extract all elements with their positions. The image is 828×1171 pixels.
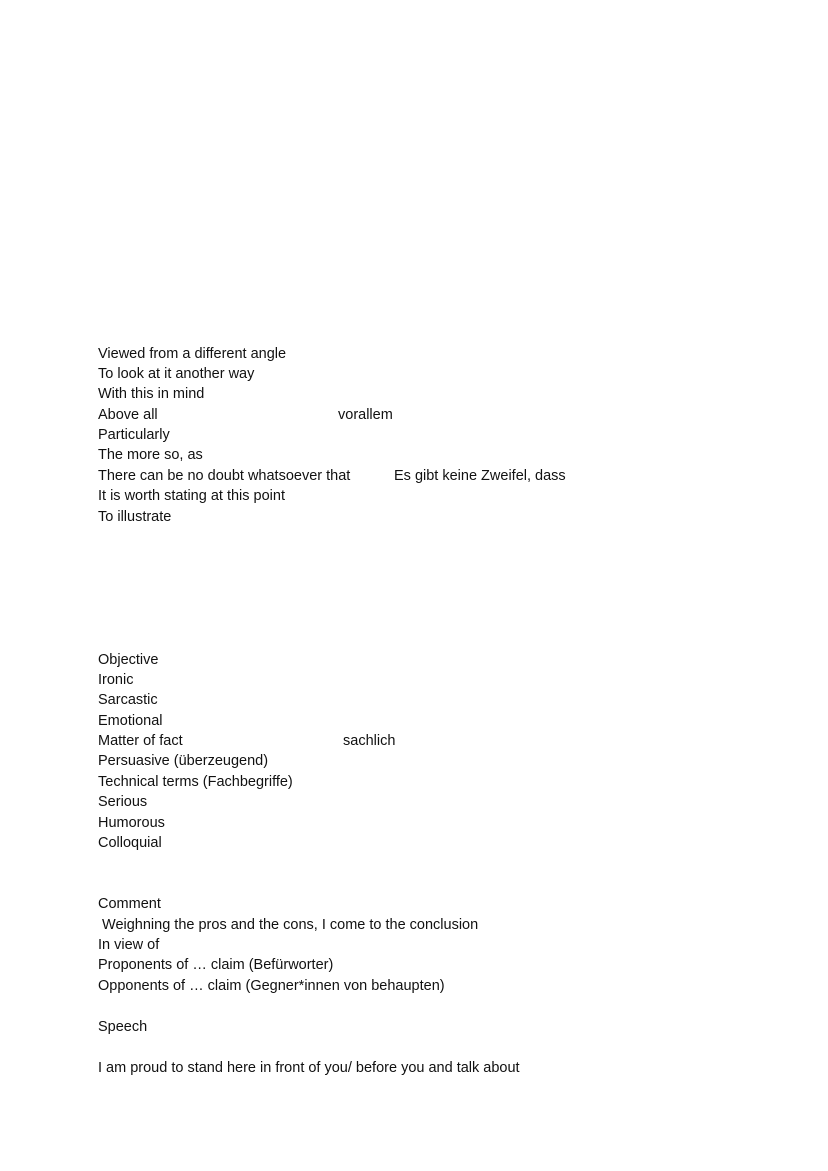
phrase-the-more-so: The more so, as	[98, 447, 203, 463]
comment-in-view-of: In view of	[98, 937, 160, 953]
phrase-look-another-way: To look at it another way	[98, 366, 255, 382]
translation-no-doubt: Es gibt keine Zweifel, dass	[394, 468, 566, 484]
tone-persuasive: Persuasive (überzeugend)	[98, 753, 269, 769]
tone-objective: Objective	[98, 652, 159, 668]
tone-technical-terms: Technical terms (Fachbegriffe)	[98, 774, 293, 790]
speech-heading: Speech	[98, 1019, 148, 1035]
speech-proud: I am proud to stand here in front of you/ before you and talk about	[98, 1060, 520, 1076]
phrase-with-this-in-mind: With this in mind	[98, 386, 205, 402]
comment-proponents: Proponents of … claim (Befürworter)	[98, 957, 334, 973]
phrase-particularly: Particularly	[98, 427, 170, 443]
tone-colloquial: Colloquial	[98, 835, 162, 851]
translation-matter-of-fact: sachlich	[343, 733, 396, 749]
phrase-above-all: Above all	[98, 407, 158, 423]
comment-weighing: Weighning the pros and the cons, I come to the conclusion	[98, 917, 479, 933]
comment-opponents: Opponents of … claim (Gegner*innen von behaupten)	[98, 978, 445, 994]
tone-ironic: Ironic	[98, 672, 134, 688]
tone-matter-of-fact: Matter of fact	[98, 733, 183, 749]
translation-above-all: vorallem	[338, 407, 393, 423]
phrase-worth-stating: It is worth stating at this point	[98, 488, 285, 504]
tone-humorous: Humorous	[98, 815, 165, 831]
phrase-to-illustrate: To illustrate	[98, 509, 172, 525]
tone-sarcastic: Sarcastic	[98, 692, 158, 708]
phrase-no-doubt: There can be no doubt whatsoever that	[98, 468, 351, 484]
tone-emotional: Emotional	[98, 713, 163, 729]
comment-heading: Comment	[98, 896, 161, 912]
phrase-viewed-from-angle: Viewed from a different angle	[98, 346, 287, 362]
tone-serious: Serious	[98, 794, 148, 810]
